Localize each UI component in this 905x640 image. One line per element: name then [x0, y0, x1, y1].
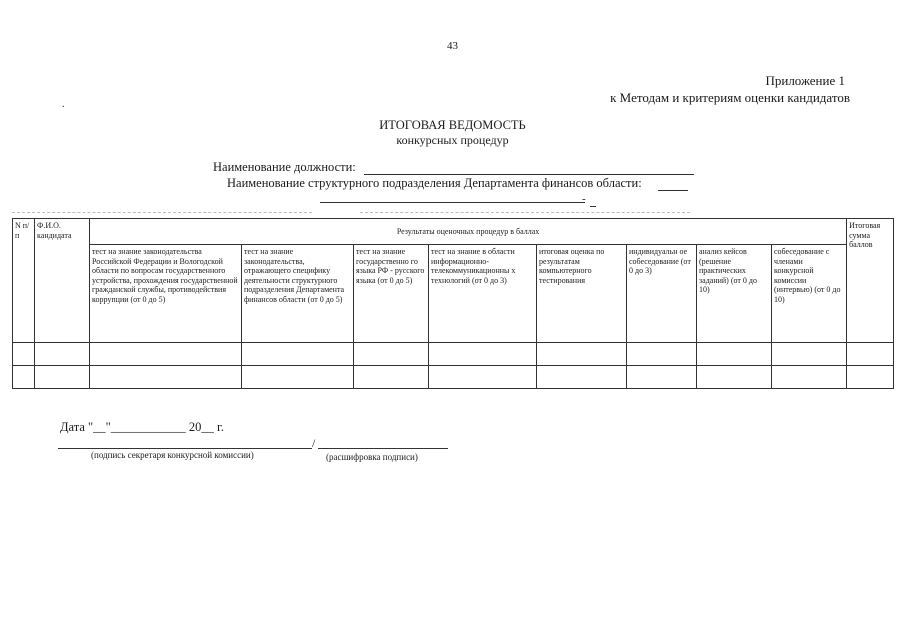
position-field-line	[364, 174, 694, 175]
appendix-subtitle: к Методам и критериям оценки кандидатов	[610, 90, 850, 105]
table-cell[interactable]	[429, 366, 537, 389]
table-cell[interactable]	[772, 366, 847, 389]
table-cell[interactable]	[354, 343, 429, 366]
header-total: Итоговая сумма баллов	[847, 219, 894, 343]
appendix-title: Приложение 1	[765, 73, 845, 88]
table-row	[13, 366, 894, 389]
document-subtitle: конкурсных процедур	[396, 133, 509, 147]
department-field-line	[658, 190, 688, 191]
document-title: ИТОГОВАЯ ВЕДОМОСТЬ	[379, 118, 526, 132]
table-row	[13, 343, 894, 366]
table-cell[interactable]	[537, 366, 627, 389]
header-individual-interview: индивидуальн ое собеседование (от 0 до 3)	[627, 245, 697, 343]
signature-separator: /	[312, 436, 316, 450]
table-cell[interactable]	[13, 343, 35, 366]
table-cell[interactable]	[13, 366, 35, 389]
table-cell[interactable]	[354, 366, 429, 389]
header-case-analysis: анализ кейсов (решение практических заданий) (от 0 до 10)	[697, 245, 772, 343]
stray-mark: .	[62, 99, 65, 110]
header-results: Результаты оценочных процедур в баллах	[90, 219, 847, 245]
results-table	[12, 218, 894, 389]
table-cell[interactable]	[847, 343, 894, 366]
table-cell[interactable]	[627, 343, 697, 366]
table-cell[interactable]	[537, 343, 627, 366]
faint-rule-left	[12, 212, 312, 213]
header-commission-interview: собеседование с членами конкурсной комиссии (интервью) (от 0 до 10)	[772, 245, 847, 343]
table-cell[interactable]	[697, 366, 772, 389]
signature-secretary-caption: (подпись секретаря конкурсной комиссии)	[91, 450, 254, 460]
department-label: Наименование структурного подразделения Департамента финансов области:	[227, 176, 642, 190]
page-number: 43	[447, 40, 458, 52]
header-it-test: тест на знание в области информационно-телекоммуникационны х технологий (от 0 до 3)	[429, 245, 537, 343]
table-cell[interactable]	[242, 343, 354, 366]
table-cell[interactable]	[90, 366, 242, 389]
table-cell[interactable]	[90, 343, 242, 366]
header-legislation-test: тест на знание законодательства Российской Федерации и Вологодской области по вопросам государственного устройства, прохождения государственной гражданской службы, противодействия коррупции (от 0 до 5)	[90, 245, 242, 343]
position-label: Наименование должности:	[213, 160, 356, 174]
header-computer-test-total: итоговая оценка по результатам компьютерного тестирования	[537, 245, 627, 343]
table-cell[interactable]	[429, 343, 537, 366]
table-cell[interactable]	[847, 366, 894, 389]
table-cell[interactable]	[242, 366, 354, 389]
header-specifics-test: тест на знание законодательства, отражающего специфику деятельности структурного подразделения Департамента финансов области (от 0 до 5)	[242, 245, 354, 343]
department-continuation-line	[320, 202, 585, 203]
continuation-short-line	[590, 206, 596, 207]
table-cell[interactable]	[627, 366, 697, 389]
signature-decode-caption: (расшифровка подписи)	[326, 452, 418, 462]
signature-decode-line	[318, 448, 448, 449]
continuation-mark: -	[582, 193, 586, 205]
signature-line	[58, 448, 312, 449]
table-cell[interactable]	[35, 366, 90, 389]
table-cell[interactable]	[697, 343, 772, 366]
date-line: Дата "__"____________ 20__ г.	[60, 420, 224, 434]
table-cell[interactable]	[772, 343, 847, 366]
table-cell[interactable]	[35, 343, 90, 366]
header-candidate-name: Ф.И.О. кандидата	[35, 219, 90, 343]
header-language-test: тест на знание государственно го языка РФ - русского языка (от 0 до 5)	[354, 245, 429, 343]
header-number: N п/п	[13, 219, 35, 343]
faint-rule-right	[360, 212, 690, 213]
